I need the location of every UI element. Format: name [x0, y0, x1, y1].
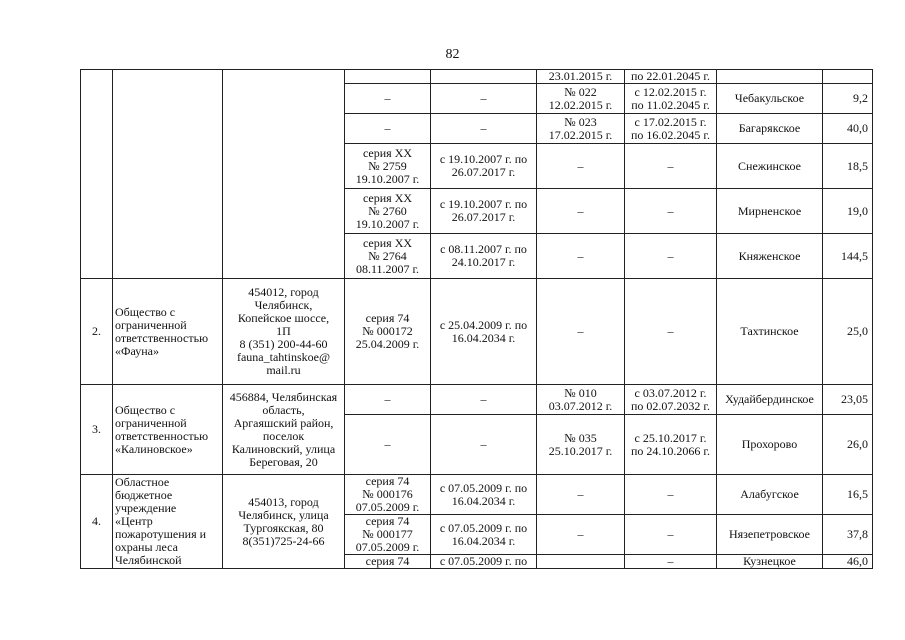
cell-area: 16,5 — [823, 475, 873, 515]
cell-doc-period: с 25.10.2017 г. по 24.10.2066 г. — [625, 415, 717, 475]
cell-lic-period: с 07.05.2009 г. по — [431, 555, 537, 569]
cell-doc-no: – — [537, 189, 625, 234]
cell-area-name: Княженское — [717, 234, 823, 279]
cell-area-name: Алабугское — [717, 475, 823, 515]
cell-area — [823, 70, 873, 84]
cell-org-empty — [113, 70, 223, 279]
cell-doc-no: № 022 12.02.2015 г. — [537, 84, 625, 114]
cell-doc-period: – — [625, 279, 717, 385]
cell-lic-period: – — [431, 84, 537, 114]
cell-doc-no: – — [537, 475, 625, 515]
cell-doc-period: – — [625, 555, 717, 569]
cell-org-name: Областное бюджетное учреждение «Центр пожаротушения и охраны леса Челябинской — [113, 475, 223, 569]
cell-num-empty — [81, 70, 113, 279]
cell-lic-period: – — [431, 415, 537, 475]
cell-doc-no: 23.01.2015 г. — [537, 70, 625, 84]
cell-area-name: Кузнецкое — [717, 555, 823, 569]
cell-lic-no: серия 74 № 000177 07.05.2009 г. — [345, 515, 431, 555]
cell-doc-no: № 023 17.02.2015 г. — [537, 114, 625, 144]
cell-area: 25,0 — [823, 279, 873, 385]
cell-doc-no: № 035 25.10.2017 г. — [537, 415, 625, 475]
cell-doc-no: № 010 03.07.2012 г. — [537, 385, 625, 415]
cell-lic-no — [345, 70, 431, 84]
table-row — [81, 279, 873, 385]
cell-area-name — [717, 70, 823, 84]
cell-doc-period: – — [625, 515, 717, 555]
cell-area: 144,5 — [823, 234, 873, 279]
cell-lic-no: серия ХХ № 2760 19.10.2007 г. — [345, 189, 431, 234]
cell-area: 37,8 — [823, 515, 873, 555]
table-row — [81, 385, 873, 415]
cell-doc-period: с 03.07.2012 г. по 02.07.2032 г. — [625, 385, 717, 415]
cell-lic-period: с 07.05.2009 г. по 16.04.2034 г. — [431, 475, 537, 515]
cell-area: 9,2 — [823, 84, 873, 114]
cell-doc-period: – — [625, 475, 717, 515]
cell-num: 4. — [81, 475, 113, 569]
cell-lic-period: с 19.10.2007 г. по 26.07.2017 г. — [431, 144, 537, 189]
cell-lic-no: серия ХХ № 2764 08.11.2007 г. — [345, 234, 431, 279]
cell-lic-no: серия 74 — [345, 555, 431, 569]
cell-area: 26,0 — [823, 415, 873, 475]
cell-area-name: Нязепетровское — [717, 515, 823, 555]
hunting-grounds-table — [80, 69, 873, 569]
cell-address-empty — [223, 70, 345, 279]
cell-address: 454012, город Челябинск, Копейское шоссе, 1П 8 (351) 200-44-60 fauna_tahtinskoe@ mail.ru — [223, 279, 345, 385]
cell-lic-period — [431, 70, 537, 84]
cell-area: 40,0 — [823, 114, 873, 144]
cell-area-name: Чебакульское — [717, 84, 823, 114]
cell-area: 46,0 — [823, 555, 873, 569]
table-row — [81, 70, 873, 84]
cell-doc-period: – — [625, 189, 717, 234]
cell-lic-no: – — [345, 84, 431, 114]
cell-lic-period: с 25.04.2009 г. по 16.04.2034 г. — [431, 279, 537, 385]
cell-org-name: Общество с ограниченной ответственностью «Калиновское» — [113, 385, 223, 475]
cell-doc-period: – — [625, 234, 717, 279]
table-row — [81, 475, 873, 515]
cell-doc-no — [537, 555, 625, 569]
cell-doc-period: – — [625, 144, 717, 189]
cell-address: 456884, Челябинская область, Аргаяшский район, поселок Калиновский, улица Береговая, 20 — [223, 385, 345, 475]
cell-doc-period: по 22.01.2045 г. — [625, 70, 717, 84]
cell-doc-period: с 17.02.2015 г. по 16.02.2045 г. — [625, 114, 717, 144]
cell-area: 19,0 — [823, 189, 873, 234]
cell-num: 2. — [81, 279, 113, 385]
cell-area-name: Мирненское — [717, 189, 823, 234]
cell-doc-no: – — [537, 279, 625, 385]
cell-lic-period: – — [431, 114, 537, 144]
cell-area: 23,05 — [823, 385, 873, 415]
cell-doc-period: с 12.02.2015 г. по 11.02.2045 г. — [625, 84, 717, 114]
cell-doc-no: – — [537, 144, 625, 189]
cell-doc-no: – — [537, 515, 625, 555]
cell-area-name: Багарякское — [717, 114, 823, 144]
cell-doc-no: – — [537, 234, 625, 279]
cell-area: 18,5 — [823, 144, 873, 189]
cell-lic-period: с 07.05.2009 г. по 16.04.2034 г. — [431, 515, 537, 555]
cell-lic-no: – — [345, 415, 431, 475]
cell-lic-no: – — [345, 385, 431, 415]
cell-lic-no: серия ХХ № 2759 19.10.2007 г. — [345, 144, 431, 189]
cell-lic-period: – — [431, 385, 537, 415]
cell-lic-no: серия 74 № 000172 25.04.2009 г. — [345, 279, 431, 385]
cell-org-name: Общество с ограниченной ответственностью «Фауна» — [113, 279, 223, 385]
cell-lic-no: серия 74 № 000176 07.05.2009 г. — [345, 475, 431, 515]
cell-area-name: Прохорово — [717, 415, 823, 475]
cell-area-name: Тахтинское — [717, 279, 823, 385]
cell-area-name: Худайбердинское — [717, 385, 823, 415]
cell-num: 3. — [81, 385, 113, 475]
cell-lic-period: с 19.10.2007 г. по 26.07.2017 г. — [431, 189, 537, 234]
page-number: 82 — [445, 47, 460, 62]
document-table-wrapper — [80, 69, 873, 569]
cell-lic-period: с 08.11.2007 г. по 24.10.2017 г. — [431, 234, 537, 279]
cell-lic-no: – — [345, 114, 431, 144]
cell-area-name: Снежинское — [717, 144, 823, 189]
cell-address: 454013, город Челябинск, улица Тургоякская, 80 8(351)725-24-66 — [223, 475, 345, 569]
